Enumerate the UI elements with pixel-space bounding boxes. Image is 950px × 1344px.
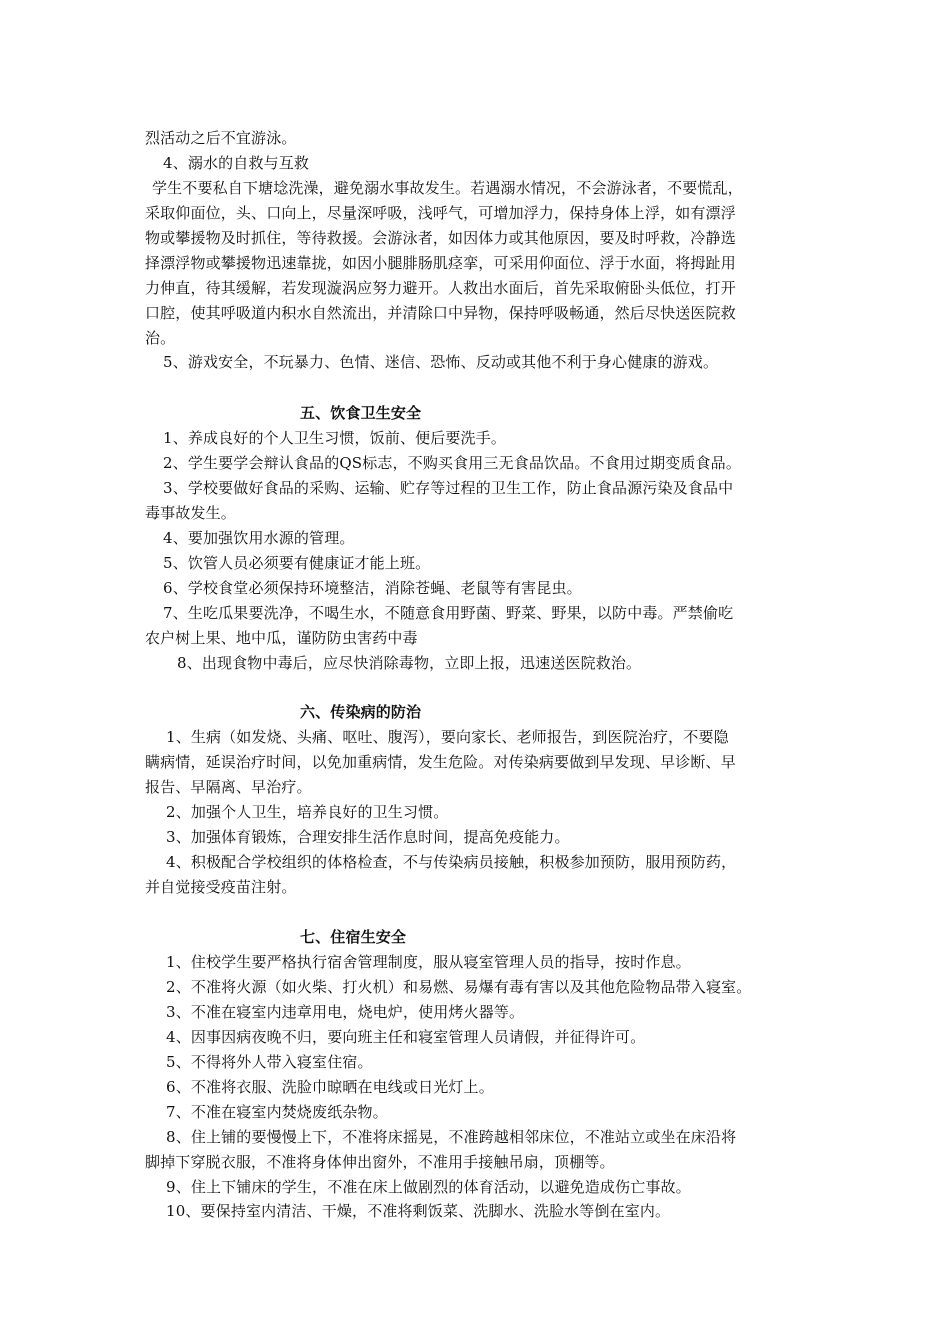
list-item: 8、住上铺的要慢慢上下，不准将床摇晃，不准跨越相邻床位，不准站立或坐在床沿将: [166, 1128, 737, 1146]
list-item: 5、不得将外人带入寝室住宿。: [166, 1053, 373, 1071]
list-item: 4、因事因病夜晚不归，要向班主任和寝室管理人员请假，并征得许可。: [166, 1028, 646, 1046]
list-item: 3、学校要做好食品的采购、运输、贮存等过程的卫生工作，防止食品源污染及食品中: [163, 479, 734, 497]
paragraph-line: 择漂浮物或攀援物迅速靠拢，如因小腿腓肠肌痉挛，可采用仰面位、浮于水面，将拇趾用: [145, 254, 736, 272]
list-item: 7、生吃瓜果要洗净，不喝生水，不随意食用野菌、野菜、野果，以防中毒。严禁偷吃: [163, 604, 734, 622]
list-item: 6、不准将衣服、洗脸巾晾晒在电线或日光灯上。: [166, 1078, 494, 1096]
list-item-continuation: 脚掉下穿脱衣服，不准将身体伸出窗外，不准用手接触吊扇，顶棚等。: [145, 1153, 615, 1171]
section-heading-infectious-disease: 六、传染病的防治: [300, 703, 422, 721]
paragraph-line: 治。: [145, 329, 176, 347]
paragraph-line: 力伸直，待其缓解，若发现漩涡应努力避开。人救出水面后，首先采取俯卧头低位，打开: [145, 279, 736, 297]
paragraph-line: 采取仰面位，头、口向上，尽量深呼吸，浅呼气，可增加浮力，保持身体上浮，如有漂浮: [145, 204, 736, 222]
list-item-continuation: 报告、早隔离、早治疗。: [145, 778, 312, 796]
list-item: 9、住上下铺床的学生，不准在床上做剧烈的体育活动，以避免造成伤亡事故。: [166, 1178, 691, 1196]
list-item: 8、出现食物中毒后，应尽快消除毒物，立即上报，迅速送医院救治。: [177, 654, 642, 672]
section-heading-dormitory-safety: 七、住宿生安全: [300, 928, 407, 946]
list-item: 2、学生要学会辩认食品的QS标志，不购买食用三无食品饮品。不食用过期变质食品。: [163, 454, 741, 472]
list-item: 5、饮管人员必须要有健康证才能上班。: [163, 554, 431, 572]
paragraph-line: 5、游戏安全，不玩暴力、色情、迷信、恐怖、反动或其他不利于身心健康的游戏。: [163, 353, 719, 371]
list-item: 1、养成良好的个人卫生习惯，饭前、便后要洗手。: [163, 429, 506, 447]
list-item-continuation: 农户树上果、地中瓜，谨防防虫害药中毒: [145, 629, 418, 647]
list-item: 4、要加强饮用水源的管理。: [163, 529, 355, 547]
list-item: 6、学校食堂必须保持环境整洁，消除苍蝇、老鼠等有害昆虫。: [163, 579, 582, 597]
list-item: 1、生病（如发烧、头痛、呕吐、腹泻），要向家长、老师报告，到医院治疗，不要隐: [166, 728, 729, 746]
list-item-continuation: 毒事故发生。: [145, 504, 236, 522]
list-item: 3、不准在寝室内违章用电，烧电炉，使用烤火器等。: [166, 1003, 525, 1021]
list-item-continuation: 瞒病情，延误治疗时间，以免加重病情，发生危险。对传染病要做到早发现、早诊断、早: [145, 753, 736, 771]
list-item: 2、加强个人卫生，培养良好的卫生习惯。: [166, 803, 449, 821]
list-item: 2、不准将火源（如火柴、打火机）和易燃、易爆有毒有害以及其他危险物品带入寝室。: [166, 978, 752, 996]
list-item: 7、不准在寝室内焚烧废纸杂物。: [166, 1103, 388, 1121]
paragraph-line: 物或攀援物及时抓住，等待救援。会游泳者，如因体力或其他原因，要及时呼救，冷静选: [145, 229, 736, 247]
list-item-continuation: 并自觉接受疫苗注射。: [145, 878, 297, 896]
paragraph-line: 口腔，使其呼吸道内积水自然流出，并清除口中异物，保持呼吸畅通，然后尽快送医院救: [145, 304, 736, 322]
paragraph-line: 烈活动之后不宜游泳。: [145, 129, 297, 147]
section-heading-food-safety: 五、饮食卫生安全: [300, 404, 422, 422]
list-item: 4、积极配合学校组织的体格检查，不与传染病员接触，积极参加预防，服用预防药，: [166, 853, 737, 871]
list-item: 10、要保持室内清洁、干燥，不准将剩饭菜、洗脚水、洗脸水等倒在室内。: [166, 1202, 671, 1220]
list-item: 1、住校学生要严格执行宿舍管理制度，服从寝室管理人员的指导，按时作息。: [166, 953, 691, 971]
list-item: 3、加强体育锻炼，合理安排生活作息时间，提高免疫能力。: [166, 828, 570, 846]
paragraph-line: 学生不要私自下塘埝洗澡，避免溺水事故发生。若遇溺水情况，不会游泳者，不要慌乱，: [152, 179, 743, 197]
subheading-drowning-rescue: 4、溺水的自救与互救: [163, 154, 310, 172]
